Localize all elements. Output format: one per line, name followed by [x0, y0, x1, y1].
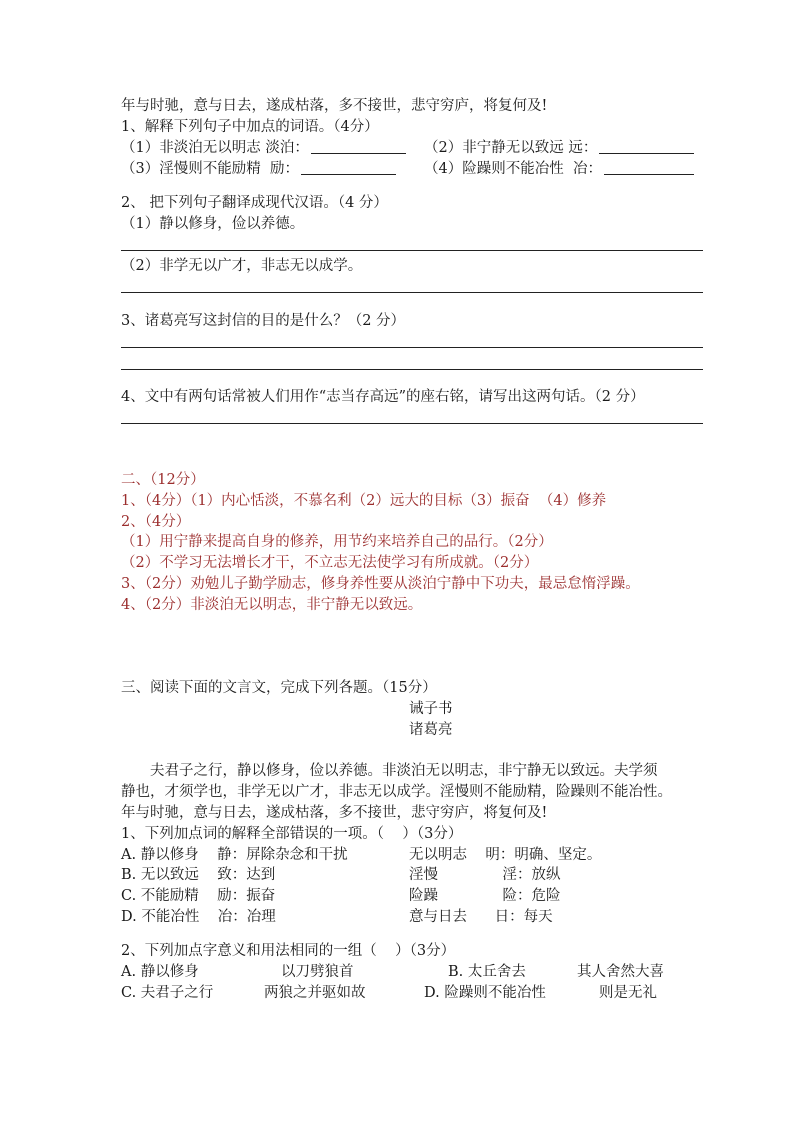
q2-option-b: B. 太丘舍去	[448, 964, 526, 980]
option-b-part-2: 淫慢 淫：放纵	[409, 867, 561, 883]
answer-2-item-2: （2）不学习无法增长才干，不立志无法使学习有所成就。（2分）	[121, 555, 539, 571]
section-3-question-1: 1、下列加点词的解释全部错误的一项。（ ）（3分）	[121, 826, 463, 842]
answer-3: 3、（2分）劝勉儿子勤学励志，修身养性要从淡泊宁静中下功夫，最忌怠惰浮躁。	[121, 576, 640, 592]
q2-option-b-part-2: 其人舍然大喜	[577, 964, 664, 980]
passage-author: 诸葛亮	[409, 722, 453, 738]
q2-option-d-part-2: 则是无礼	[599, 985, 657, 1001]
text-line: 年与时驰，意与日去，遂成枯落，多不接世，悲守穷庐，将复何及!	[121, 98, 548, 114]
answer-line[interactable]	[121, 369, 703, 370]
q2-option-c-part-2: 两狼之并驱如故	[264, 985, 366, 1001]
question-4: 4、文中有两句话常被人们用作“志当存高远”的座右铭，请写出这两句话。（2 分）	[121, 389, 645, 405]
option-c-part-2: 险躁 险：危险	[409, 888, 561, 904]
option-b: B. 无以致远 致：达到	[121, 867, 276, 883]
answer-line[interactable]	[121, 423, 703, 424]
section-3-question-2: 2、下列加点字意义和用法相同的一组（ ）（3分）	[121, 943, 456, 959]
question-1-item-3: （3）淫慢则不能励精 励：	[121, 159, 396, 179]
answer-1: 1、（4分）（1）内心恬淡，不慕名利（2）远大的目标（3）振奋 （4）修养	[121, 493, 607, 509]
answer-line[interactable]	[121, 347, 703, 348]
passage-line: 静也，才须学也，非学无以广才，非志无以成学。淫慢则不能励精，险躁则不能冶性。	[121, 784, 672, 800]
q2-option-d: D. 险躁则不能冶性	[424, 985, 546, 1001]
option-d: D. 不能冶性 冶：冶理	[121, 909, 276, 925]
answers-heading: 二、（12分）	[121, 472, 205, 488]
option-d-part-2: 意与日去 日：每天	[409, 909, 553, 925]
section-3-heading: 三、阅读下面的文言文，完成下列各题。（15分）	[121, 680, 437, 696]
option-a-part-2: 无以明志 明：明确、坚定。	[409, 847, 602, 863]
question-3: 3、诸葛亮写这封信的目的是什么？（2 分）	[121, 313, 406, 329]
question-1-item-4: （4）险躁则不能冶性 冶：	[424, 159, 694, 179]
passage-line: 年与时驰，意与日去，遂成枯落，多不接世，悲守穷庐，将复何及!	[121, 805, 548, 821]
answer-line[interactable]	[121, 250, 703, 251]
passage-line: 夫君子之行，静以修身，俭以养德。非淡泊无以明志，非宁静无以致远。夫学须	[150, 763, 658, 779]
question-2: 2、 把下列句子翻译成现代汉语。（4 分）	[121, 195, 388, 211]
passage-title: 诫子书	[409, 701, 453, 717]
q2-option-c: C. 夫君子之行	[121, 985, 214, 1001]
question-1: 1、解释下列句子中加点的词语。（4分）	[121, 119, 379, 135]
answer-blank[interactable]	[301, 160, 396, 175]
answer-blank[interactable]	[599, 139, 694, 154]
answer-line[interactable]	[121, 292, 703, 293]
option-c: C. 不能励精 励：振奋	[121, 888, 276, 904]
answer-4: 4、（2分）非淡泊无以明志，非宁静无以致远。	[121, 597, 423, 613]
question-1-item-2: （2）非宁静无以致远 远：	[424, 138, 694, 158]
answer-blank[interactable]	[604, 160, 694, 175]
question-1-item-1: （1）非淡泊无以明志 淡泊：	[121, 138, 406, 158]
question-2-item-1: （1）静以修身，俭以养德。	[121, 216, 305, 232]
answer-blank[interactable]	[311, 139, 406, 154]
answer-2: 2、（4分）	[121, 514, 191, 530]
answer-2-item-1: （1）用宁静来提高自身的修养，用节约来培养自己的品行。（2分）	[121, 534, 553, 550]
option-a: A. 静以修身 静：屏除杂念和干扰	[121, 847, 348, 863]
q2-option-a-part-2: 以刀劈狼首	[281, 964, 354, 980]
q2-option-a: A. 静以修身	[121, 964, 199, 980]
question-2-item-2: （2）非学无以广才，非志无以成学。	[121, 258, 363, 274]
